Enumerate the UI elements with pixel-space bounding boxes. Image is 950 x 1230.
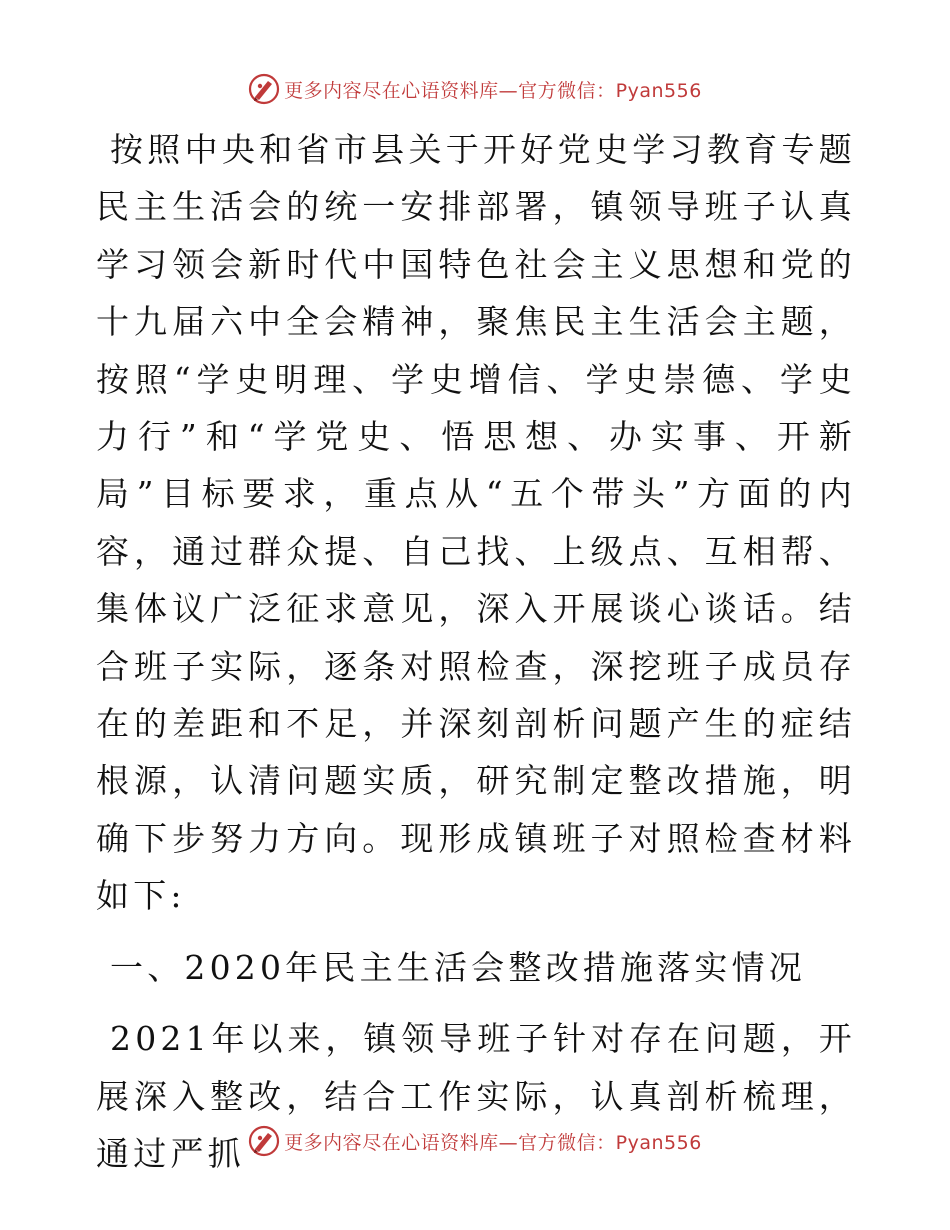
paragraph-section-1: 2021年以来，镇领导班子针对存在问题，开展深入整改，结合工作实际，认真剖析梳理，通过严抓 [96,1019,856,1173]
paragraph-intro: 按照中央和省市县关于开好党史学习教育专题民主生活会的统一安排部署，镇领导班子认真学习领会新时代中国特色社会主义思想和党的十九届六中全会精神，聚焦民主生活会主题，按照“学史明理、学史增信、学史崇德、学史力行”和“学党史、悟思想、办实事、开新局”目标要求，重点从“五个带头”方面的内容，通过群众提、自己找、上级点、互相帮、集体议广泛征求意见，深入开展谈心谈话。结合班子实际，逐条对照检查，深挖班子成员存在的差距和不足，并深刻剖析问题产生的症结根源，认清问题实质，研究制定整改措施，明确下步努力方向。现形成镇班子对照检查材料如下: [96,130,856,916]
watermark-text: 更多内容尽在心语资料库—官方微信：Pyan556 [284,1131,702,1154]
document-body [96,121,856,1182]
watermark-footer [0,1124,950,1158]
section-heading-1: 一、2020年民主生活会整改措施落实情况 [110,947,806,987]
pen-logo-icon [248,73,280,105]
pen-logo-icon [248,1125,280,1157]
watermark-header [0,72,950,106]
watermark-text: 更多内容尽在心语资料库—官方微信：Pyan556 [284,79,702,102]
